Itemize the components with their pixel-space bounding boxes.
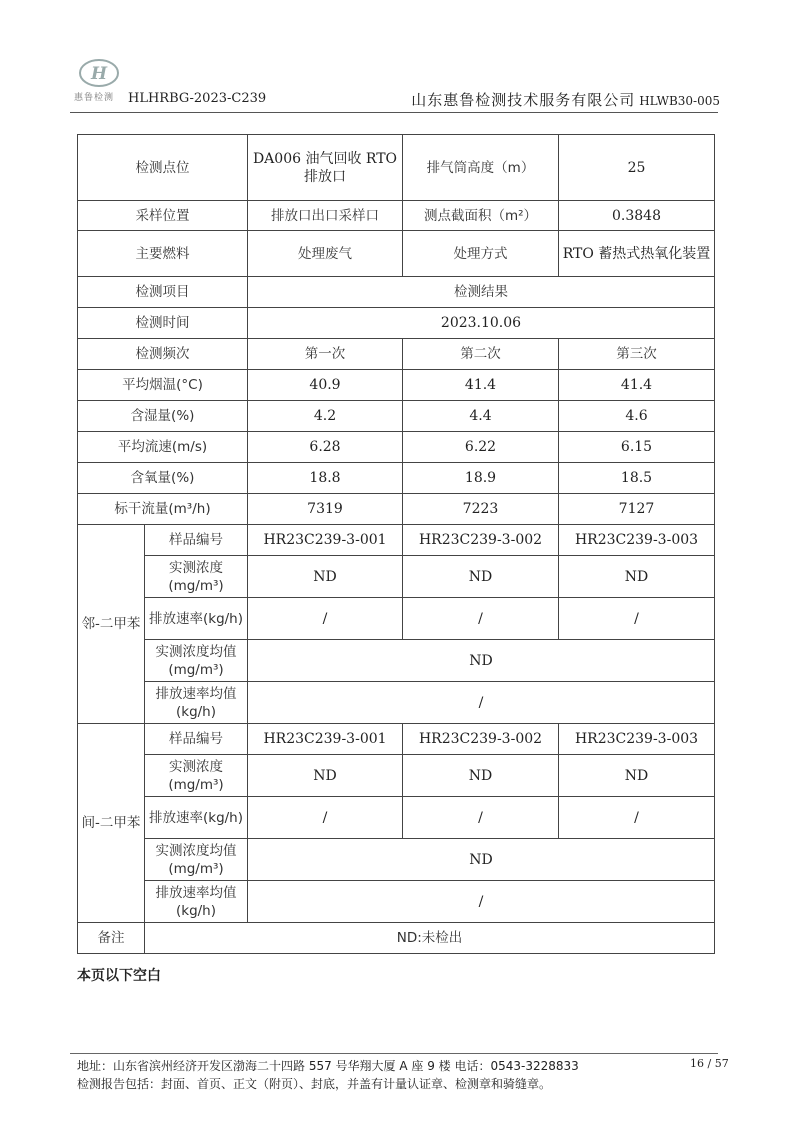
fuel-label: 主要燃料 bbox=[78, 231, 248, 277]
conc-value: ND bbox=[559, 556, 715, 598]
area-value: 0.3848 bbox=[559, 201, 715, 231]
sample-label: 样品编号 bbox=[145, 525, 248, 556]
table-row bbox=[78, 839, 715, 881]
height-value: 25 bbox=[559, 135, 715, 201]
item-label: 检测项目 bbox=[78, 277, 248, 308]
rate-value: / bbox=[403, 598, 559, 640]
table-row bbox=[78, 339, 715, 370]
rate-value: / bbox=[248, 598, 403, 640]
table-row bbox=[78, 556, 715, 598]
sample-id: HR23C239-3-002 bbox=[403, 724, 559, 755]
logo-subtext: 惠鲁检测 bbox=[74, 93, 115, 103]
area-label: 测点截面积（m²） bbox=[403, 201, 559, 231]
conc-avg-label: 实测浓度均值(mg/m³) bbox=[145, 839, 248, 881]
run-3: 第三次 bbox=[559, 339, 715, 370]
table-row bbox=[78, 201, 715, 231]
rate-label: 排放速率(kg/h) bbox=[145, 797, 248, 839]
table-row bbox=[78, 525, 715, 556]
conc-avg-label: 实测浓度均值(mg/m³) bbox=[145, 640, 248, 682]
table-row bbox=[78, 494, 715, 525]
param-value: 18.9 bbox=[403, 463, 559, 494]
method-label: 处理方式 bbox=[403, 231, 559, 277]
sample-id: HR23C239-3-001 bbox=[248, 525, 403, 556]
table-row bbox=[78, 598, 715, 640]
company-title: 山东惠鲁检测技术服务有限公司 bbox=[411, 91, 636, 109]
rate-avg-label: 排放速率均值(kg/h) bbox=[145, 881, 248, 923]
rate-avg-value: / bbox=[248, 682, 715, 724]
conc-value: ND bbox=[559, 755, 715, 797]
footer-note: 检测报告包括：封面、首页、正文（附页）、封底，并盖有计量认证章、检测章和骑缝章。 bbox=[77, 1077, 552, 1091]
param-value: 18.5 bbox=[559, 463, 715, 494]
param-label: 含氧量(%) bbox=[78, 463, 248, 494]
param-value: 4.2 bbox=[248, 401, 403, 432]
freq-label: 检测频次 bbox=[78, 339, 248, 370]
table-row bbox=[78, 923, 715, 954]
sample-id: HR23C239-3-001 bbox=[248, 724, 403, 755]
sample-id: HR23C239-3-003 bbox=[559, 724, 715, 755]
table-row bbox=[78, 308, 715, 339]
report-number: HLHRBG-2023-C239 bbox=[128, 91, 267, 106]
rate-value: / bbox=[559, 598, 715, 640]
param-value: 6.28 bbox=[248, 432, 403, 463]
pollutant-name: 邻-二甲苯 bbox=[78, 525, 145, 724]
table-row bbox=[78, 135, 715, 201]
table-row bbox=[78, 682, 715, 724]
param-value: 7127 bbox=[559, 494, 715, 525]
location-value: 排放口出口采样口 bbox=[248, 201, 403, 231]
rate-value: / bbox=[559, 797, 715, 839]
sample-id: HR23C239-3-003 bbox=[559, 525, 715, 556]
header-divider bbox=[70, 112, 718, 113]
height-label: 排气筒高度（m） bbox=[403, 135, 559, 201]
point-label: 检测点位 bbox=[78, 135, 248, 201]
rate-value: / bbox=[403, 797, 559, 839]
param-value: 6.15 bbox=[559, 432, 715, 463]
conc-label: 实测浓度(mg/m³) bbox=[145, 556, 248, 598]
rate-label: 排放速率(kg/h) bbox=[145, 598, 248, 640]
footer-divider bbox=[70, 1053, 718, 1054]
table-row bbox=[78, 640, 715, 682]
param-value: 41.4 bbox=[403, 370, 559, 401]
remark-label: 备注 bbox=[78, 923, 145, 954]
conc-value: ND bbox=[248, 556, 403, 598]
param-label: 标干流量(m³/h) bbox=[78, 494, 248, 525]
time-value: 2023.10.06 bbox=[248, 308, 715, 339]
page-number: 16 / 57 bbox=[690, 1057, 729, 1070]
table-row bbox=[78, 463, 715, 494]
table-row bbox=[78, 755, 715, 797]
result-label: 检测结果 bbox=[248, 277, 715, 308]
doc-code: HLWB30-005 bbox=[639, 94, 720, 108]
param-value: 4.6 bbox=[559, 401, 715, 432]
param-value: 6.22 bbox=[403, 432, 559, 463]
table-row bbox=[78, 277, 715, 308]
param-value: 40.9 bbox=[248, 370, 403, 401]
time-label: 检测时间 bbox=[78, 308, 248, 339]
test-results-table bbox=[77, 134, 715, 954]
pollutant-name: 间-二甲苯 bbox=[78, 724, 145, 923]
param-value: 7223 bbox=[403, 494, 559, 525]
fuel-value: 处理废气 bbox=[248, 231, 403, 277]
conc-value: ND bbox=[403, 755, 559, 797]
table-row bbox=[78, 797, 715, 839]
table-row bbox=[78, 370, 715, 401]
rate-avg-label: 排放速率均值(kg/h) bbox=[145, 682, 248, 724]
remark-value: ND:未检出 bbox=[145, 923, 715, 954]
param-label: 平均烟温(°C) bbox=[78, 370, 248, 401]
param-value: 7319 bbox=[248, 494, 403, 525]
sample-id: HR23C239-3-002 bbox=[403, 525, 559, 556]
param-value: 18.8 bbox=[248, 463, 403, 494]
footer-address: 地址：山东省滨州经济开发区渤海二十四路 557 号华翔大厦 A 座 9 楼 电话：0543-3228833 bbox=[77, 1059, 579, 1073]
table-row bbox=[78, 881, 715, 923]
company-name bbox=[411, 89, 720, 110]
conc-value: ND bbox=[403, 556, 559, 598]
param-value: 41.4 bbox=[559, 370, 715, 401]
rate-value: / bbox=[248, 797, 403, 839]
method-value: RTO 蓄热式热氧化装置 bbox=[559, 231, 715, 277]
location-label: 采样位置 bbox=[78, 201, 248, 231]
conc-avg-value: ND bbox=[248, 640, 715, 682]
svg-text:H: H bbox=[90, 64, 108, 84]
point-value: DA006 油气回收 RTO 排放口 bbox=[248, 135, 403, 201]
sample-label: 样品编号 bbox=[145, 724, 248, 755]
conc-label: 实测浓度(mg/m³) bbox=[145, 755, 248, 797]
table-row bbox=[78, 231, 715, 277]
param-label: 平均流速(m/s) bbox=[78, 432, 248, 463]
conc-value: ND bbox=[248, 755, 403, 797]
run-2: 第二次 bbox=[403, 339, 559, 370]
param-label: 含湿量(%) bbox=[78, 401, 248, 432]
page-header bbox=[70, 58, 720, 110]
param-value: 4.4 bbox=[403, 401, 559, 432]
table-row bbox=[78, 724, 715, 755]
company-logo-icon bbox=[78, 58, 120, 88]
rate-avg-value: / bbox=[248, 881, 715, 923]
run-1: 第一次 bbox=[248, 339, 403, 370]
table-row bbox=[78, 432, 715, 463]
blank-page-note: 本页以下空白 bbox=[77, 968, 161, 984]
conc-avg-value: ND bbox=[248, 839, 715, 881]
table-row bbox=[78, 401, 715, 432]
